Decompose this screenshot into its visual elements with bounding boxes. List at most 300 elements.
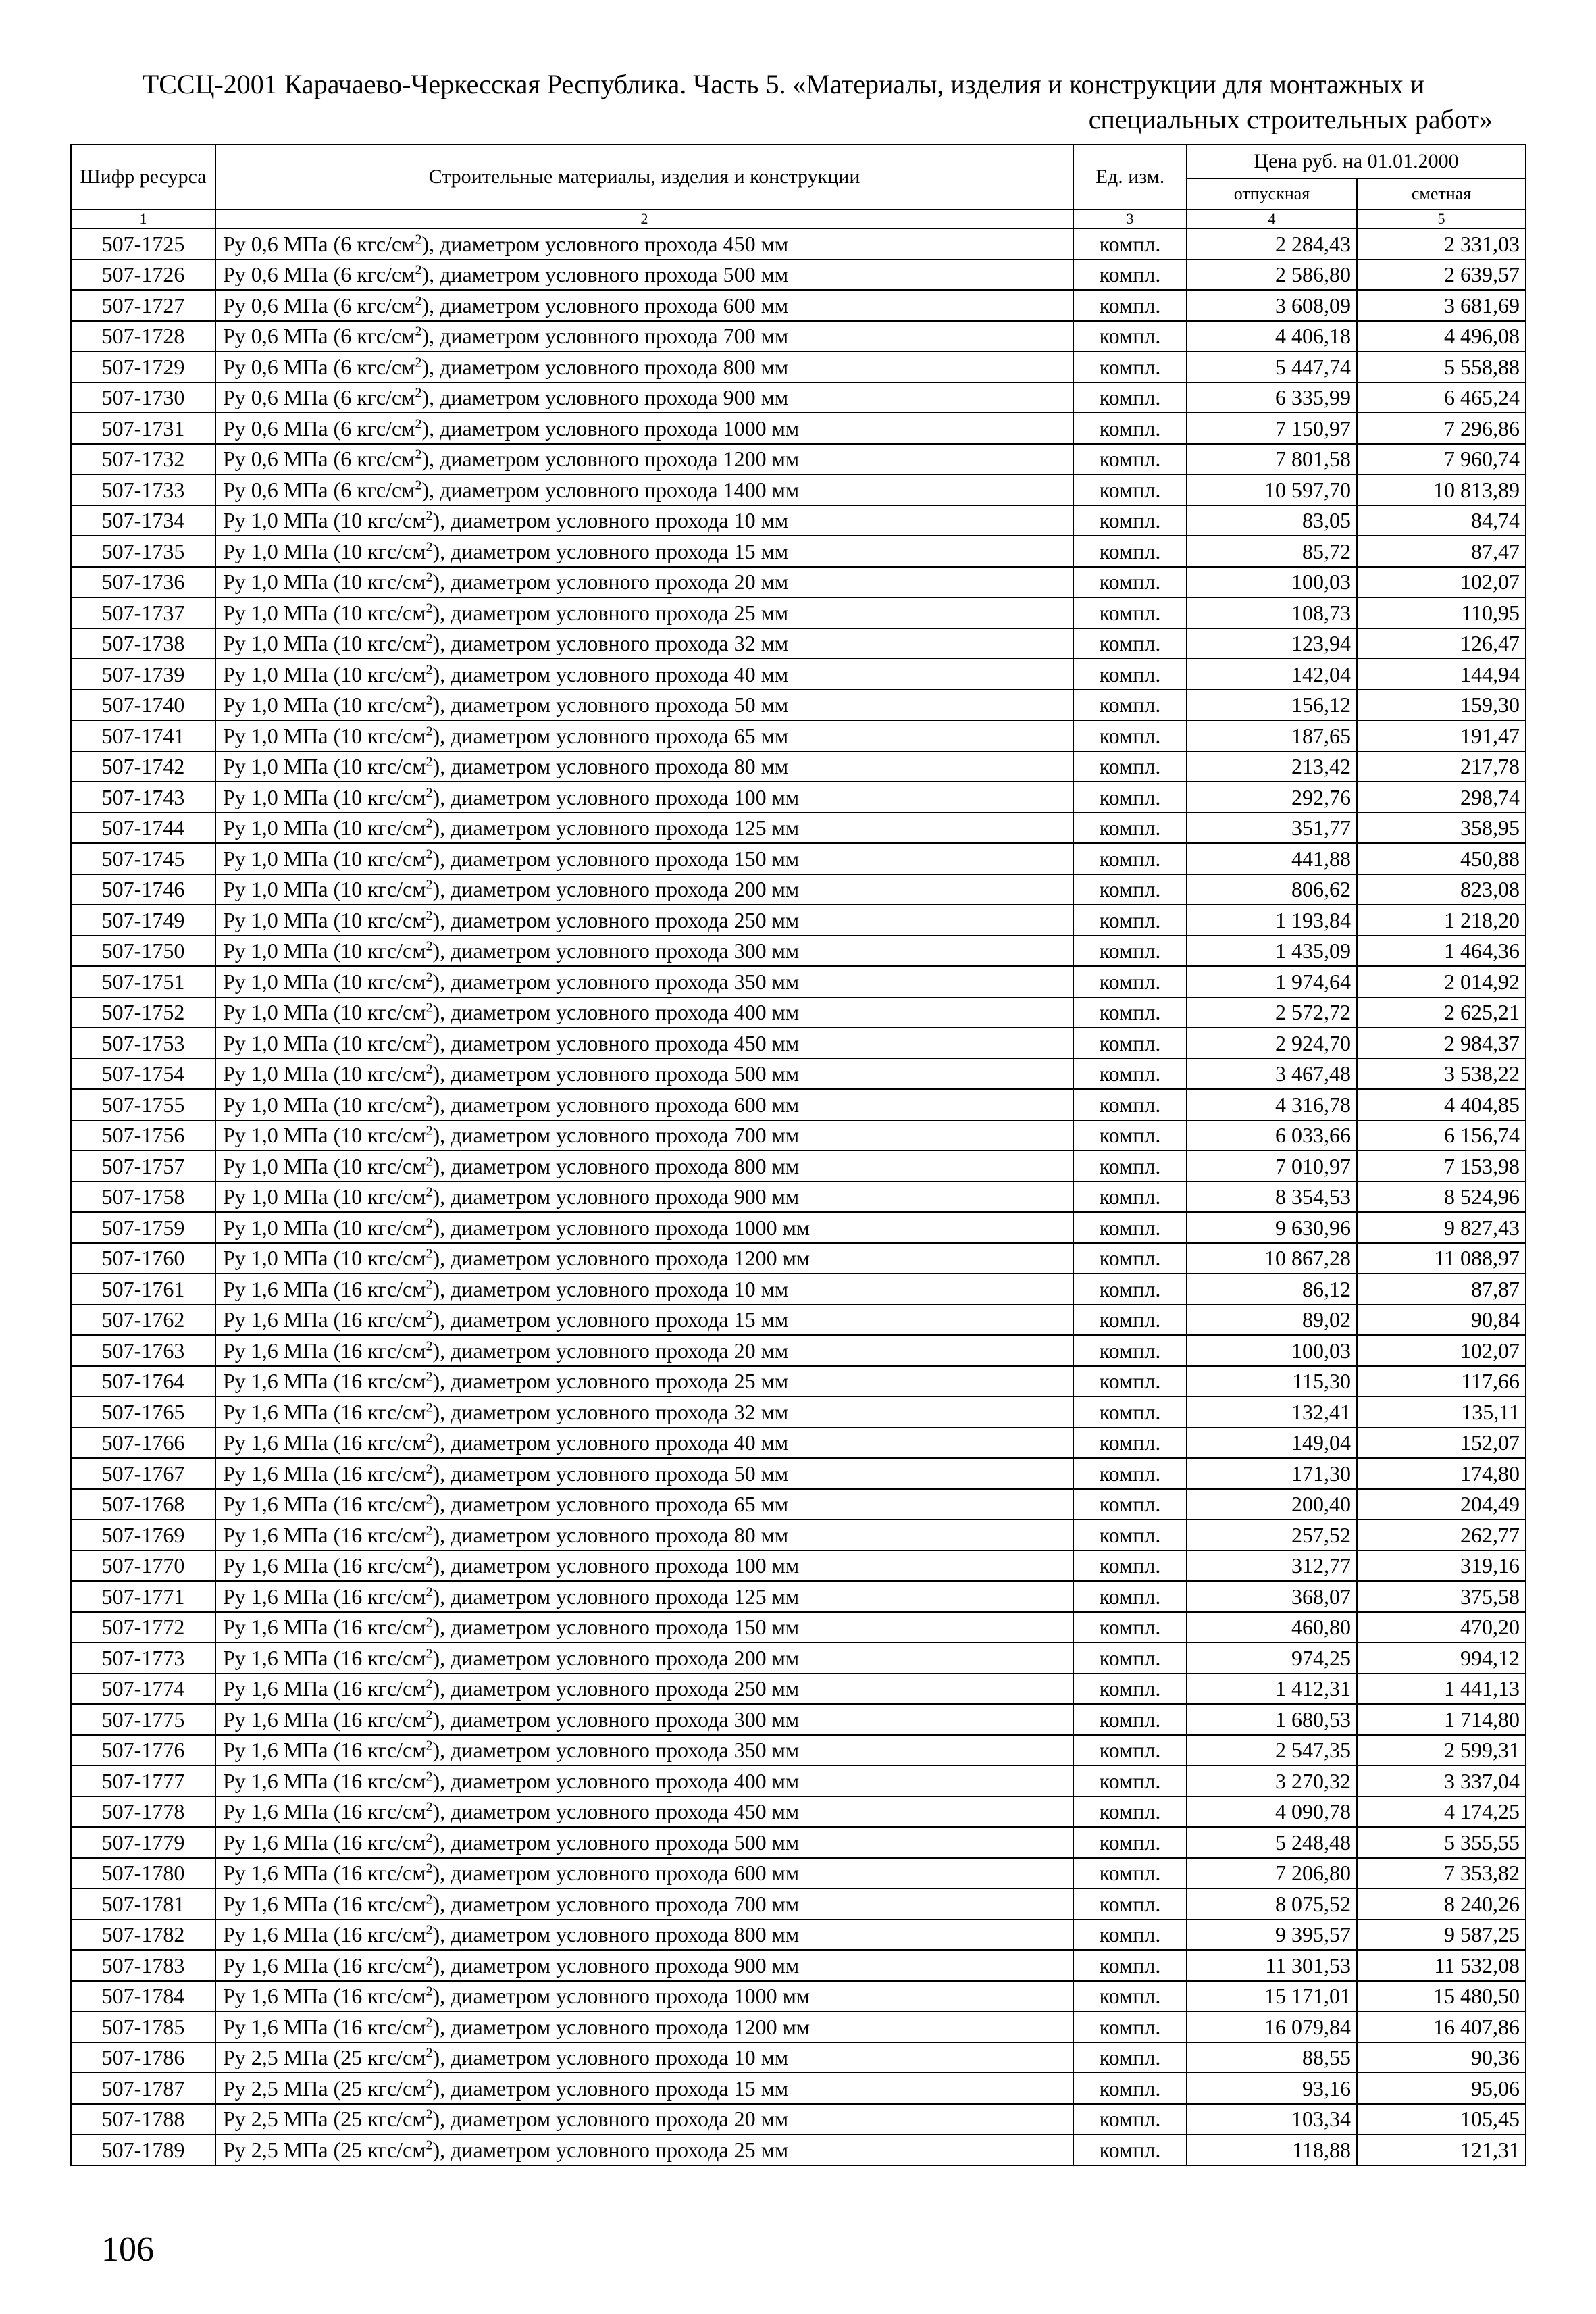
price-estimate: 4 404,85 (1357, 1089, 1526, 1120)
description-suffix: ), диаметром условного прохода 350 мм (432, 969, 800, 994)
price-estimate: 15 480,50 (1357, 1981, 1526, 2012)
description-suffix: ), диаметром условного прохода 125 мм (432, 1584, 800, 1609)
table-row (71, 1397, 1526, 1428)
description-suffix: ), диаметром условного прохода 250 мм (432, 907, 800, 932)
table-row (71, 720, 1526, 751)
resource-code: 507-1732 (71, 444, 215, 475)
price-release: 460,80 (1187, 1612, 1357, 1643)
price-estimate: 84,74 (1357, 505, 1526, 536)
description-prefix: Ру 1,6 МПа (16 кгс/см (223, 1830, 426, 1855)
resource-code: 507-1763 (71, 1335, 215, 1366)
resource-code: 507-1731 (71, 413, 215, 444)
material-description (215, 2042, 1073, 2073)
price-release: 10 867,28 (1187, 1243, 1357, 1274)
table-row (71, 1458, 1526, 1489)
unit: компл. (1073, 413, 1187, 444)
description-prefix: Ру 1,6 МПа (16 кгс/см (223, 1984, 426, 2009)
price-table (70, 144, 1526, 2166)
superscript: 2 (426, 508, 433, 524)
table-row (71, 228, 1526, 259)
resource-code: 507-1736 (71, 567, 215, 598)
description-prefix: Ру 0,6 МПа (6 кгс/см (223, 477, 415, 502)
material-description (215, 536, 1073, 567)
superscript: 2 (426, 1615, 433, 1630)
resource-code: 507-1725 (71, 228, 215, 259)
description-suffix: ), диаметром условного прохода 1200 мм (421, 447, 800, 472)
price-release: 257,52 (1187, 1519, 1357, 1551)
description-prefix: Ру 2,5 МПа (25 кгс/см (223, 2045, 426, 2070)
unit: компл. (1073, 259, 1187, 291)
price-estimate: 159,30 (1357, 690, 1526, 721)
unit: компл. (1073, 1305, 1187, 1336)
description-prefix: Ру 1,0 МПа (10 кгс/см (223, 784, 426, 809)
unit: компл. (1073, 2011, 1187, 2042)
header-price: Цена руб. на 01.01.2000 (1187, 145, 1526, 178)
unit: компл. (1073, 1704, 1187, 1735)
unit: компл. (1073, 690, 1187, 721)
resource-code: 507-1750 (71, 936, 215, 967)
price-estimate: 90,84 (1357, 1305, 1526, 1336)
superscript: 2 (426, 1461, 433, 1477)
price-estimate: 174,80 (1357, 1458, 1526, 1489)
description-prefix: Ру 1,0 МПа (10 кгс/см (223, 508, 426, 533)
superscript: 2 (426, 1307, 433, 1323)
description-prefix: Ру 0,6 МПа (6 кгс/см (223, 354, 415, 379)
material-description (215, 1950, 1073, 1981)
unit: компл. (1073, 1888, 1187, 1919)
description-suffix: ), диаметром условного прохода 600 мм (432, 1092, 800, 1117)
header-price-release: отпускная (1187, 178, 1357, 209)
material-description (215, 1796, 1073, 1828)
unit: компл. (1073, 1212, 1187, 1243)
table-row (71, 597, 1526, 628)
price-estimate: 2 625,21 (1357, 997, 1526, 1028)
description-suffix: ), диаметром условного прохода 900 мм (432, 1953, 800, 1978)
resource-code: 507-1745 (71, 843, 215, 874)
price-release: 142,04 (1187, 659, 1357, 690)
description-prefix: Ру 1,0 МПа (10 кгс/см (223, 1215, 426, 1240)
resource-code: 507-1761 (71, 1274, 215, 1305)
table-row (71, 321, 1526, 352)
price-estimate: 102,07 (1357, 1335, 1526, 1366)
unit: компл. (1073, 2073, 1187, 2104)
superscript: 2 (426, 693, 433, 708)
price-release: 6 335,99 (1187, 382, 1357, 413)
description-prefix: Ру 1,6 МПа (16 кгс/см (223, 1461, 426, 1486)
description-suffix: ), диаметром условного прохода 600 мм (421, 293, 789, 318)
price-release: 115,30 (1187, 1366, 1357, 1397)
price-release: 1 193,84 (1187, 905, 1357, 936)
resource-code: 507-1760 (71, 1243, 215, 1274)
price-release: 351,77 (1187, 813, 1357, 844)
description-prefix: Ру 1,0 МПа (10 кгс/см (223, 1030, 426, 1055)
material-description (215, 1919, 1073, 1951)
price-release: 5 447,74 (1187, 351, 1357, 382)
material-description (215, 228, 1073, 259)
description-prefix: Ру 1,0 МПа (10 кгс/см (223, 693, 426, 718)
unit: компл. (1073, 1519, 1187, 1551)
description-prefix: Ру 1,6 МПа (16 кгс/см (223, 1553, 426, 1578)
unit: компл. (1073, 1274, 1187, 1305)
description-prefix: Ру 1,6 МПа (16 кгс/см (223, 1861, 426, 1886)
price-release: 2 547,35 (1187, 1735, 1357, 1766)
unit: компл. (1073, 1642, 1187, 1674)
description-prefix: Ру 1,0 МПа (10 кгс/см (223, 1153, 426, 1178)
price-estimate: 9 587,25 (1357, 1919, 1526, 1951)
price-release: 103,34 (1187, 2104, 1357, 2135)
price-release: 1 974,64 (1187, 966, 1357, 997)
price-estimate: 2 984,37 (1357, 1028, 1526, 1059)
superscript: 2 (426, 1922, 433, 1938)
resource-code: 507-1744 (71, 813, 215, 844)
material-description (215, 1212, 1073, 1243)
description-prefix: Ру 1,6 МПа (16 кгс/см (223, 1430, 426, 1455)
material-description (215, 874, 1073, 905)
unit: компл. (1073, 1919, 1187, 1951)
resource-code: 507-1775 (71, 1704, 215, 1735)
unit: компл. (1073, 1612, 1187, 1643)
price-estimate: 8 524,96 (1357, 1182, 1526, 1213)
resource-code: 507-1728 (71, 321, 215, 352)
price-release: 8 075,52 (1187, 1888, 1357, 1919)
price-estimate: 95,06 (1357, 2073, 1526, 2104)
superscript: 2 (426, 1707, 433, 1723)
description-prefix: Ру 0,6 МПа (6 кгс/см (223, 231, 415, 256)
description-suffix: ), диаметром условного прохода 20 мм (432, 570, 789, 595)
unit: компл. (1073, 2134, 1187, 2165)
unit: компл. (1073, 966, 1187, 997)
price-release: 15 171,01 (1187, 1981, 1357, 2012)
material-description (215, 1059, 1073, 1090)
description-suffix: ), диаметром условного прохода 150 мм (432, 846, 800, 871)
unit: компл. (1073, 1428, 1187, 1459)
material-description (215, 1551, 1073, 1582)
material-description (215, 2073, 1073, 2104)
description-prefix: Ру 1,0 МПа (10 кгс/см (223, 754, 426, 779)
material-description (215, 1274, 1073, 1305)
material-description (215, 782, 1073, 813)
resource-code: 507-1757 (71, 1151, 215, 1182)
superscript: 2 (426, 1799, 433, 1815)
unit: компл. (1073, 2104, 1187, 2135)
superscript: 2 (426, 1492, 433, 1507)
resource-code: 507-1734 (71, 505, 215, 536)
superscript: 2 (426, 1246, 433, 1261)
price-release: 9 395,57 (1187, 1919, 1357, 1951)
table-row (71, 936, 1526, 967)
header-unit: Ед. изм. (1073, 145, 1187, 209)
superscript: 2 (415, 478, 422, 493)
description-suffix: ), диаметром условного прохода 800 мм (432, 1922, 800, 1947)
material-description (215, 2134, 1073, 2165)
resource-code: 507-1769 (71, 1519, 215, 1551)
superscript: 2 (426, 2015, 433, 2030)
material-description (215, 1089, 1073, 1120)
table-row (71, 1335, 1526, 1366)
table-row (71, 1981, 1526, 2012)
description-prefix: Ру 1,6 МПа (16 кгс/см (223, 1891, 426, 1916)
price-release: 3 467,48 (1187, 1059, 1357, 1090)
resource-code: 507-1777 (71, 1765, 215, 1796)
price-release: 200,40 (1187, 1489, 1357, 1520)
price-release: 7 150,97 (1187, 413, 1357, 444)
table-row (71, 351, 1526, 382)
description-suffix: ), диаметром условного прохода 1000 мм (432, 1984, 810, 2009)
superscript: 2 (426, 570, 433, 585)
material-description (215, 690, 1073, 721)
price-release: 89,02 (1187, 1305, 1357, 1336)
description-suffix: ), диаметром условного прохода 40 мм (432, 1430, 789, 1455)
price-estimate: 262,77 (1357, 1519, 1526, 1551)
price-release: 88,55 (1187, 2042, 1357, 2073)
document-title-line1: ТССЦ-2001 Карачаево-Черкесская Республика. Часть 5. «Материалы, изделия и конструкции для монтажных и (142, 69, 1425, 99)
description-prefix: Ру 1,6 МПа (16 кгс/см (223, 1922, 426, 1947)
table-row (71, 874, 1526, 905)
unit: компл. (1073, 1765, 1187, 1796)
material-description (215, 1335, 1073, 1366)
material-description (215, 2104, 1073, 2135)
table-row (71, 1796, 1526, 1828)
table-row (71, 1366, 1526, 1397)
superscript: 2 (426, 1953, 433, 1969)
superscript: 2 (426, 1984, 433, 1999)
table-row (71, 1551, 1526, 1582)
price-estimate: 7 960,74 (1357, 444, 1526, 475)
price-release: 85,72 (1187, 536, 1357, 567)
superscript: 2 (426, 1215, 433, 1231)
description-suffix: ), диаметром условного прохода 600 мм (432, 1861, 800, 1886)
table-row (71, 1581, 1526, 1612)
unit: компл. (1073, 874, 1187, 905)
description-suffix: ), диаметром условного прохода 400 мм (432, 1768, 800, 1793)
price-estimate: 470,20 (1357, 1612, 1526, 1643)
material-description (215, 597, 1073, 628)
price-estimate: 2 639,57 (1357, 259, 1526, 291)
price-release: 16 079,84 (1187, 2011, 1357, 2042)
table-row (71, 659, 1526, 690)
superscript: 2 (426, 2076, 433, 2092)
description-prefix: Ру 1,0 МПа (10 кгс/см (223, 938, 426, 963)
price-estimate: 1 714,80 (1357, 1704, 1526, 1735)
superscript: 2 (426, 1738, 433, 1753)
superscript: 2 (426, 1092, 433, 1108)
price-estimate: 298,74 (1357, 782, 1526, 813)
price-estimate: 319,16 (1357, 1551, 1526, 1582)
table-row (71, 1704, 1526, 1735)
table-row (71, 1827, 1526, 1858)
price-estimate: 2 599,31 (1357, 1735, 1526, 1766)
superscript: 2 (426, 2045, 433, 2061)
price-release: 5 248,48 (1187, 1827, 1357, 1858)
resource-code: 507-1776 (71, 1735, 215, 1766)
superscript: 2 (426, 847, 433, 862)
price-release: 213,42 (1187, 751, 1357, 782)
material-description (215, 444, 1073, 475)
superscript: 2 (426, 631, 433, 647)
description-suffix: ), диаметром условного прохода 900 мм (421, 385, 789, 410)
description-suffix: ), диаметром условного прохода 10 мм (432, 2045, 789, 2070)
price-release: 4 316,78 (1187, 1089, 1357, 1120)
price-estimate: 217,78 (1357, 751, 1526, 782)
superscript: 2 (426, 1338, 433, 1354)
price-estimate: 110,95 (1357, 597, 1526, 628)
unit: компл. (1073, 1458, 1187, 1489)
price-estimate: 144,94 (1357, 659, 1526, 690)
table-row (71, 782, 1526, 813)
material-description (215, 1489, 1073, 1520)
description-prefix: Ру 1,6 МПа (16 кгс/см (223, 1799, 426, 1824)
unit: компл. (1073, 1950, 1187, 1981)
superscript: 2 (426, 2107, 433, 2122)
description-suffix: ), диаметром условного прохода 500 мм (421, 262, 789, 287)
superscript: 2 (415, 293, 422, 309)
price-release: 149,04 (1187, 1428, 1357, 1459)
description-prefix: Ру 1,6 МПа (16 кгс/см (223, 1307, 426, 1332)
resource-code: 507-1746 (71, 874, 215, 905)
description-prefix: Ру 2,5 МПа (25 кгс/см (223, 2137, 426, 2162)
material-description (215, 1182, 1073, 1213)
price-release: 9 630,96 (1187, 1212, 1357, 1243)
material-description (215, 1888, 1073, 1919)
resource-code: 507-1740 (71, 690, 215, 721)
table-row (71, 413, 1526, 444)
table-row (71, 1151, 1526, 1182)
unit: компл. (1073, 905, 1187, 936)
unit: компл. (1073, 1335, 1187, 1366)
description-prefix: Ру 1,0 МПа (10 кгс/см (223, 1092, 426, 1117)
price-estimate: 7 153,98 (1357, 1151, 1526, 1182)
description-prefix: Ру 2,5 МПа (25 кгс/см (223, 2107, 426, 2132)
price-release: 156,12 (1187, 690, 1357, 721)
description-prefix: Ру 1,6 МПа (16 кгс/см (223, 2014, 426, 2039)
unit: компл. (1073, 536, 1187, 567)
material-description (215, 997, 1073, 1028)
description-suffix: ), диаметром условного прохода 65 мм (432, 723, 789, 748)
material-description (215, 1151, 1073, 1182)
material-description (215, 1827, 1073, 1858)
description-suffix: ), диаметром условного прохода 50 мм (432, 1461, 789, 1486)
superscript: 2 (415, 355, 422, 370)
description-suffix: ), диаметром условного прохода 700 мм (432, 1891, 800, 1916)
table-row (71, 2134, 1526, 2165)
price-release: 2 572,72 (1187, 997, 1357, 1028)
table-row (71, 1950, 1526, 1981)
price-release: 86,12 (1187, 1274, 1357, 1305)
material-description (215, 1581, 1073, 1612)
material-description (215, 936, 1073, 967)
unit: компл. (1073, 1551, 1187, 1582)
table-row (71, 843, 1526, 874)
description-suffix: ), диаметром условного прохода 800 мм (421, 354, 789, 379)
resource-code: 507-1782 (71, 1919, 215, 1951)
material-description (215, 259, 1073, 291)
resource-code: 507-1751 (71, 966, 215, 997)
price-release: 806,62 (1187, 874, 1357, 905)
price-estimate: 90,36 (1357, 2042, 1526, 2073)
description-suffix: ), диаметром условного прохода 1200 мм (432, 1246, 810, 1271)
table-row (71, 1642, 1526, 1674)
description-prefix: Ру 1,0 МПа (10 кгс/см (223, 846, 426, 871)
description-prefix: Ру 1,0 МПа (10 кгс/см (223, 538, 426, 563)
price-estimate: 9 827,43 (1357, 1212, 1526, 1243)
document-title-line2: специальных строительных работ» (1088, 104, 1493, 134)
material-description (215, 1243, 1073, 1274)
table-row (71, 1489, 1526, 1520)
unit: компл. (1073, 1827, 1187, 1858)
superscript: 2 (426, 1000, 433, 1015)
price-release: 368,07 (1187, 1581, 1357, 1612)
unit: компл. (1073, 1028, 1187, 1059)
resource-code: 507-1781 (71, 1888, 215, 1919)
price-release: 312,77 (1187, 1551, 1357, 1582)
table-row (71, 1888, 1526, 1919)
resource-code: 507-1788 (71, 2104, 215, 2135)
superscript: 2 (426, 754, 433, 770)
description-suffix: ), диаметром условного прохода 100 мм (432, 784, 800, 809)
table-row (71, 2104, 1526, 2135)
superscript: 2 (426, 1430, 433, 1446)
superscript: 2 (426, 724, 433, 739)
column-number: 4 (1187, 209, 1357, 228)
table-row (71, 1120, 1526, 1151)
material-description (215, 1858, 1073, 1889)
table-row (71, 1305, 1526, 1336)
description-prefix: Ру 1,6 МПа (16 кгс/см (223, 1707, 426, 1732)
unit: компл. (1073, 1397, 1187, 1428)
description-prefix: Ру 1,0 МПа (10 кгс/см (223, 723, 426, 748)
description-suffix: ), диаметром условного прохода 700 мм (421, 324, 789, 349)
superscript: 2 (426, 1769, 433, 1784)
table-row (71, 997, 1526, 1028)
description-suffix: ), диаметром условного прохода 32 мм (432, 1399, 789, 1424)
table-row (71, 1765, 1526, 1796)
table-row (71, 1059, 1526, 1090)
superscript: 2 (415, 232, 422, 247)
superscript: 2 (426, 1123, 433, 1138)
resource-code: 507-1756 (71, 1120, 215, 1151)
price-estimate: 11 088,97 (1357, 1243, 1526, 1274)
description-prefix: Ру 1,0 МПа (10 кгс/см (223, 600, 426, 625)
description-prefix: Ру 2,5 МПа (25 кгс/см (223, 2076, 426, 2101)
description-suffix: ), диаметром условного прохода 1200 мм (432, 2014, 810, 2039)
price-estimate: 11 532,08 (1357, 1950, 1526, 1981)
unit: компл. (1073, 1366, 1187, 1397)
description-suffix: ), диаметром условного прохода 1400 мм (421, 477, 800, 502)
material-description (215, 1305, 1073, 1336)
description-suffix: ), диаметром условного прохода 150 мм (432, 1615, 800, 1640)
description-suffix: ), диаметром условного прохода 32 мм (432, 631, 789, 656)
description-suffix: ), диаметром условного прохода 15 мм (432, 2076, 789, 2101)
price-estimate: 3 538,22 (1357, 1059, 1526, 1090)
table-row (71, 1182, 1526, 1213)
table-row (71, 1919, 1526, 1951)
description-suffix: ), диаметром условного прохода 80 мм (432, 754, 789, 779)
material-description (215, 290, 1073, 321)
material-description (215, 1642, 1073, 1674)
description-suffix: ), диаметром условного прохода 25 мм (432, 1369, 789, 1394)
table-row (71, 1274, 1526, 1305)
resource-code: 507-1733 (71, 474, 215, 505)
resource-code: 507-1768 (71, 1489, 215, 1520)
table-row (71, 1089, 1526, 1120)
description-suffix: ), диаметром условного прохода 80 мм (432, 1522, 789, 1547)
description-prefix: Ру 1,0 МПа (10 кгс/см (223, 815, 426, 840)
resource-code: 507-1752 (71, 997, 215, 1028)
description-prefix: Ру 1,6 МПа (16 кгс/см (223, 1676, 426, 1701)
material-description (215, 1704, 1073, 1735)
resource-code: 507-1738 (71, 628, 215, 659)
table-row (71, 1674, 1526, 1705)
